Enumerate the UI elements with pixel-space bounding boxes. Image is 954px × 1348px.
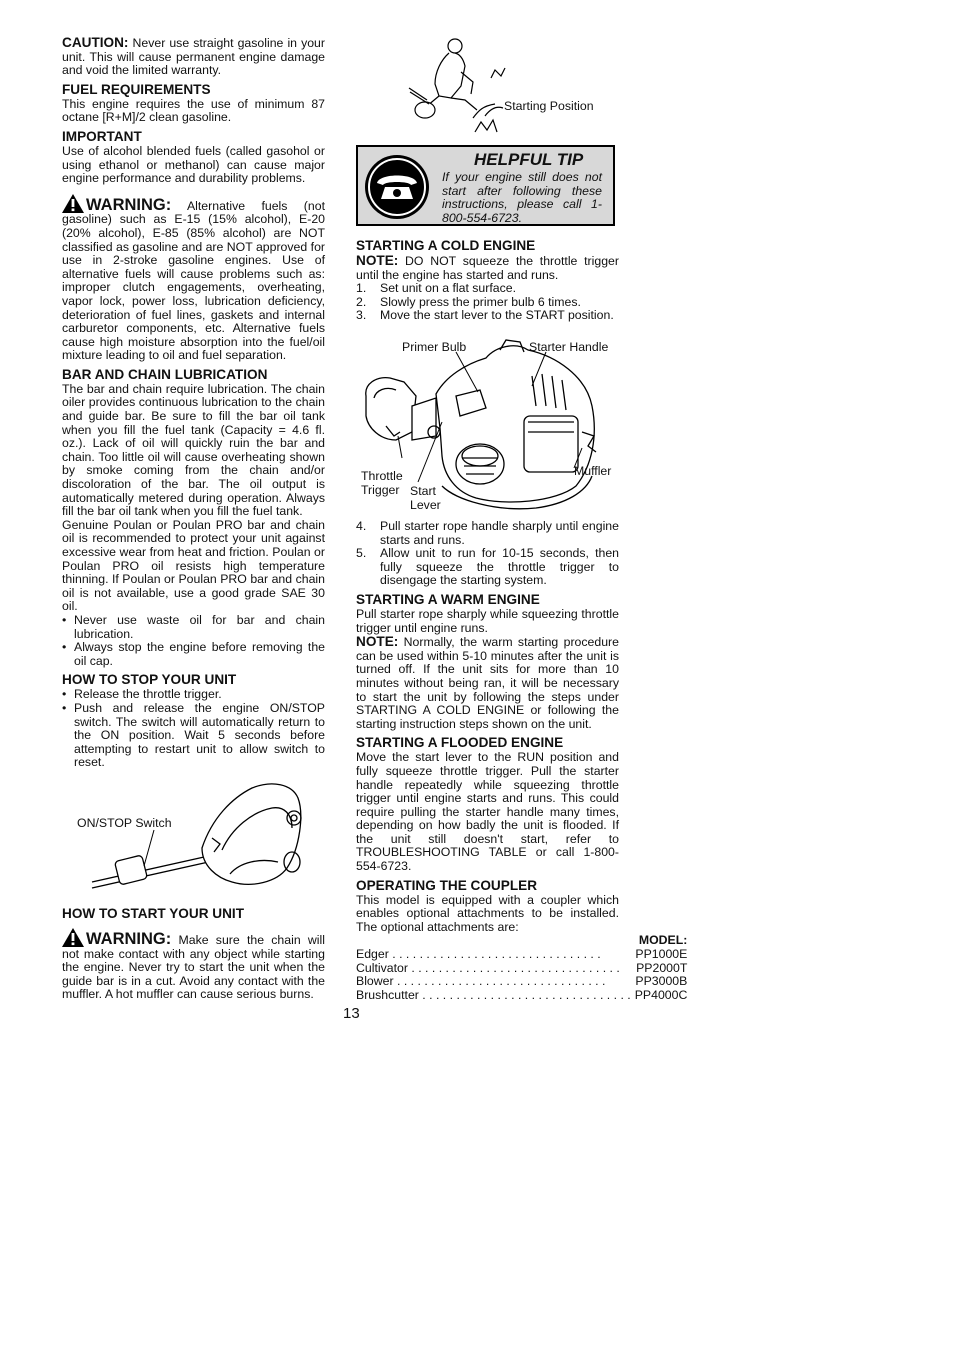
list-item: • Always stop the engine before removing the oil cap. xyxy=(62,640,325,668)
right-lower-column xyxy=(356,519,688,1002)
start-lever-label-line2: Lever xyxy=(410,498,441,512)
warning-triangle-icon xyxy=(62,928,84,947)
cold-engine-note: NOTE: DO NOT squeeze the throttle trigger until the engine has started and runs. xyxy=(356,253,619,282)
warning-triangle-icon xyxy=(62,194,84,213)
attachments-table xyxy=(356,934,687,1002)
note-label: NOTE: xyxy=(356,634,399,650)
fuel-requirements-heading: FUEL REQUIREMENTS xyxy=(62,81,211,97)
cold-engine-steps-continued xyxy=(356,520,619,588)
helpful-tip-box xyxy=(356,145,615,226)
fuel-requirements-text: This engine requires the use of minimum 87 octane [R+M]/2 clean gasoline. xyxy=(62,96,325,125)
cold-engine-steps xyxy=(356,282,619,323)
table-row: Blower . . . . . . . . . . . . . . . . . . . . . . . . . . . . . . . PP3000B xyxy=(356,974,688,989)
note-label: NOTE: xyxy=(356,253,399,268)
list-item: 1. Set unit on a flat surface. xyxy=(356,281,517,296)
table-row: Edger . . . . . . . . . . . . . . . . . . . . . . . . . . . . . . . PP1000E xyxy=(356,947,688,962)
coupler-heading: OPERATING THE COUPLER xyxy=(356,877,538,893)
warm-engine-note: NOTE: Normally, the warm starting procedure can be used within 5-10 minutes after the unit is turned off. If the unit sits for more than 10 minutes without being ran, it will be necessary to start the unit by following the steps under STARTING A COLD ENGINE or following the starting instruction steps shown on the unit. xyxy=(356,634,619,731)
flooded-engine-text: Move the start lever to the RUN position and fully squeeze throttle trigger. Pull the starter handle repeatedly while squeezing throttle trigger until engine starts and runs. This could require pulling the starter handle many times, depending on how badly the unit is flooded. If the unit still doesn't start, refer to TROUBLESHOOTING TABLE or call 1-800-554-6723. xyxy=(356,750,619,874)
flooded-engine-heading: STARTING A FLOODED ENGINE xyxy=(356,735,564,751)
warning-label: WARNING: xyxy=(86,195,172,214)
list-item: 4. Pull starter rope handle sharply until engine starts and runs. xyxy=(356,519,619,547)
page-number: 13 xyxy=(343,1005,360,1022)
list-item: • Never use waste oil for bar and chain lubrication. xyxy=(62,612,325,641)
left-column xyxy=(62,36,325,770)
warning-start-paragraph xyxy=(62,928,325,1002)
important-heading: IMPORTANT xyxy=(62,128,142,144)
list-item: 5. Allow unit to run for 10-15 seconds, then fully squeeze the throttle trigger to disengage the starting system. xyxy=(356,546,619,588)
stop-unit-heading: HOW TO STOP YOUR UNIT xyxy=(62,672,237,688)
bar-chain-text-2: Genuine Poulan or Poulan PRO bar and chain oil is recommended to protect your unit against excessive wear from heat and friction. Poulan or Poulan PRO oil resists high temperature thinning. If Poulan or Poulan PRO bar and chain oil is not available, use a good grade SAE 30 oil. xyxy=(62,517,325,614)
primer-bulb-label: Primer Bulb xyxy=(402,340,467,354)
table-row: Cultivator . . . . . . . . . . . . . . . . . . . . . . . . . . . . . . . PP2000T xyxy=(356,960,688,975)
starter-handle-label: Starter Handle xyxy=(529,340,609,354)
table-row: Brushcutter . . . . . . . . . . . . . . . . . . . . . . . . . . . . . . . PP4000C xyxy=(356,987,688,1002)
warm-engine-text: Pull starter rope sharply while squeezing throttle trigger until engine runs. xyxy=(356,606,619,635)
list-item: • Release the throttle trigger. xyxy=(62,687,222,702)
table-header-row xyxy=(356,934,687,948)
engine-controls-figure xyxy=(356,336,622,516)
model-column-header: MODEL: xyxy=(638,933,688,948)
throttle-trigger-label-line1: Throttle xyxy=(361,469,403,483)
warning-label: WARNING: xyxy=(86,930,172,948)
starting-position-figure xyxy=(405,36,620,136)
muffler-label: Muffler xyxy=(574,464,612,478)
cold-engine-heading: STARTING A COLD ENGINE xyxy=(356,238,536,253)
warning-fuel-paragraph xyxy=(62,194,325,363)
throttle-trigger-label-line2: Trigger xyxy=(361,483,400,497)
list-item: • Push and release the engine ON/STOP switch. The switch will automatically return to the ON position. Wait 5 seconds before attempting to restart unit to allow switch to reset. xyxy=(62,700,325,770)
list-item: 2. Slowly press the primer bulb 6 times. xyxy=(356,294,581,309)
telephone-icon xyxy=(363,153,431,221)
helpful-tip-text: If your engine still does not start after following these instructions, please call 1-800-554-6723. xyxy=(442,170,602,225)
bar-chain-heading: BAR AND CHAIN LUBRICATION xyxy=(62,366,268,382)
caution-label: CAUTION: xyxy=(62,35,129,50)
start-lever-label-line1: Start xyxy=(410,484,436,498)
stop-unit-bullets xyxy=(62,688,325,770)
warning-fuel-text: Alternative fuels (not gasoline) such as E-15 (15% alcohol), E-20 (20% alcohol), E-85 (85% alcohol) are NOT classified as gasoline and are NOT approved for use in 2-stroke gasoline engines. Use of alternative fuels will cause problems such as: improper clutch engagements, overheating, vapor lock, power loss, lubrication deficiency, deterioration of fuel lines, gaskets and internal carburetor components, etc. Alternative fuels cause high moisture absorption into the fuel/oil mixture leading to oil and fuel separation. xyxy=(62,198,325,363)
start-unit-section xyxy=(62,902,325,1002)
on-stop-switch-figure xyxy=(62,778,332,898)
coupler-text: This model is equipped with a coupler which enables optional attachments to be installed. The optional attachments are: xyxy=(356,892,619,934)
warning-start-text: Make sure the chain will not make contact with any object while starting the engine. Never try to start the unit when the guide bar is in a cut. Avoid any contact with the muffler. A hot muffler can cause serious burns. xyxy=(62,933,325,1002)
important-text: Use of alcohol blended fuels (called gasohol or using ethanol or methanol) can cause major engine performance and durability problems. xyxy=(62,143,325,186)
start-unit-heading: HOW TO START YOUR UNIT xyxy=(62,906,245,921)
list-item: 3. Move the start lever to the START position. xyxy=(356,308,614,323)
warm-engine-heading: STARTING A WARM ENGINE xyxy=(356,591,540,607)
caution-paragraph xyxy=(62,36,325,78)
operator-kneeling-illustration xyxy=(405,36,525,136)
bar-chain-bullets xyxy=(62,614,325,668)
helpful-tip-title: HELPFUL TIP xyxy=(474,150,584,169)
cold-engine-section xyxy=(356,234,619,323)
bar-chain-text-1: The bar and chain require lubrication. The chain oiler provides continuous lubrication to the chain and guide bar. Be sure to fill the bar oil tank when you fill the fuel tank (Capacity = 4.6 fl. oz.). Lack of oil will quickly ruin the bar and chain. Too little oil will cause overheating shown by smoke coming from the chain and/or discoloration of the bar. The oil output is automatically metered during operation. Always fill the bar oil tank when you fill the fuel tank. xyxy=(62,381,325,519)
on-stop-switch-label: ON/STOP Switch xyxy=(77,816,172,830)
engine-switch-illustration xyxy=(62,778,332,898)
starting-position-label: Starting Position xyxy=(504,99,594,113)
caution-text: Never use straight gasoline in your unit. This will cause permanent engine damage and void the limited warranty. xyxy=(62,36,325,78)
